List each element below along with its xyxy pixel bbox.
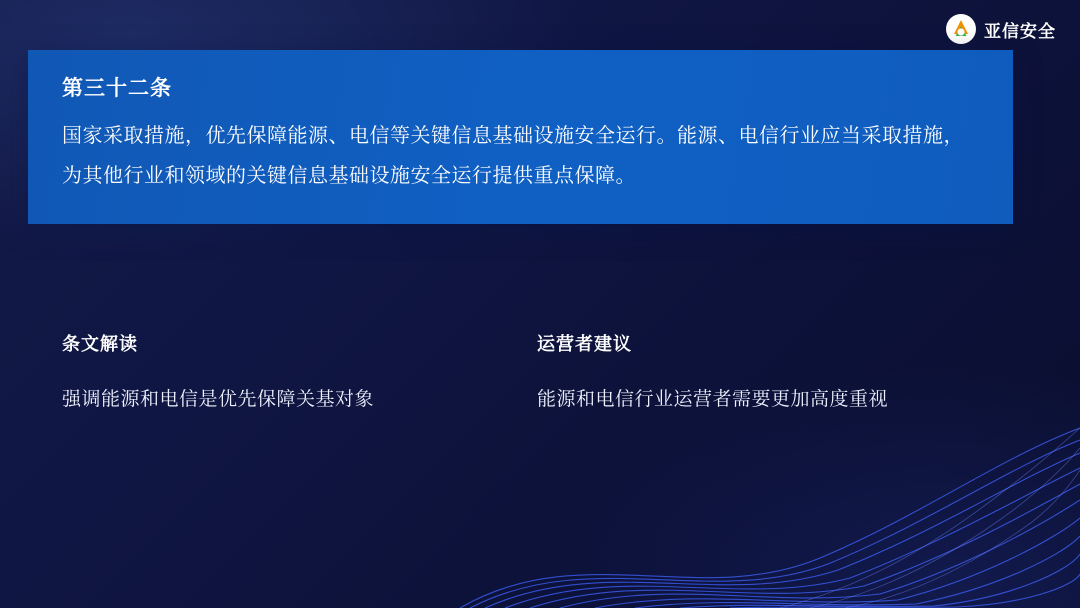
article-body-text: 国家采取措施，优先保障能源、电信等关键信息基础设施安全运行。能源、电信行业应当采取措施，为其他行业和领域的关键信息基础设施安全运行提供重点保障。 <box>62 125 964 187</box>
column-operator-advice-title: 运营者建议 <box>537 334 632 354</box>
column-interpretation-title: 条文解读 <box>62 334 138 354</box>
article-number-title: 第三十二条 <box>62 77 172 100</box>
commentary-columns <box>62 330 1012 418</box>
brand-name: 亚信安全 <box>984 21 1056 41</box>
column-interpretation-text: 强调能源和电信是优先保障关基对象 <box>62 389 375 410</box>
article-card <box>28 50 1013 224</box>
column-operator-advice <box>537 330 1012 418</box>
brand-logo <box>946 14 1056 44</box>
column-interpretation <box>62 330 537 418</box>
asiainfo-circle-logo-icon <box>946 14 976 44</box>
column-operator-advice-text: 能源和电信行业运营者需要更加高度重视 <box>537 389 889 410</box>
